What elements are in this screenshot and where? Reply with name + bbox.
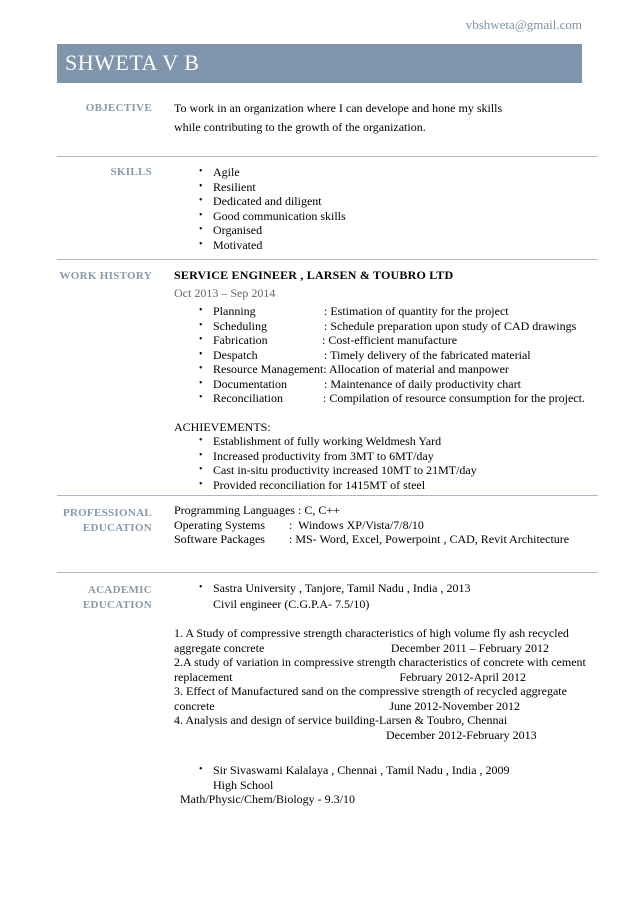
achievement-item: • Cast in-situ productivity increased 10MT to 21MT/day xyxy=(174,463,585,478)
row-label: Operating Systems xyxy=(174,517,265,532)
school-level: High School xyxy=(213,777,274,792)
project-dates: December 2012-February 2013 xyxy=(386,727,537,742)
school-score: Math/Physic/Chem/Biology - 9.3/10 xyxy=(180,792,356,806)
achievement-item: • Establishment of fully working Weldmesh Yard xyxy=(174,434,585,449)
task-item xyxy=(174,377,585,392)
task-list xyxy=(174,304,585,406)
task-item xyxy=(174,362,585,377)
objective-line-1: To work in an organization where I can develope and hone my skills xyxy=(174,101,503,115)
candidate-name: SHWETA V B xyxy=(65,50,200,75)
project-line-1: 3. Effect of Manufactured sand on the compressive strength of recycled aggregate xyxy=(174,684,567,698)
task-item xyxy=(174,319,585,334)
skill-item: • Good communication skills xyxy=(174,209,346,224)
name-banner xyxy=(57,44,582,83)
label-line: PROFESSIONAL xyxy=(62,507,152,519)
project-dates: December 2011 – February 2012 xyxy=(390,640,549,655)
skills-label: SKILLS xyxy=(110,166,152,178)
section-divider xyxy=(57,156,598,157)
project-dates: February 2012-April 2012 xyxy=(399,669,526,684)
skills-section xyxy=(174,165,346,252)
project-line-1: 1. A Study of compressive strength characteristics of high volume fly ash recycled xyxy=(174,626,569,640)
project-line-2 xyxy=(174,670,594,685)
project-text: aggregate concrete xyxy=(174,640,265,655)
task-name: • Scheduling xyxy=(213,318,267,333)
objective-label: OBJECTIVE xyxy=(85,102,152,114)
achievement-item: • Increased productivity from 3MT to 6MT/day xyxy=(174,449,585,464)
project-line-2 xyxy=(174,699,594,714)
row-label: Software Packages xyxy=(174,532,265,546)
section-divider xyxy=(57,572,598,573)
task-item xyxy=(174,391,585,406)
project-item xyxy=(174,713,594,742)
project-dates: June 2012-November 2012 xyxy=(389,698,520,713)
degree: Civil engineer (C.G.P.A- 7.5/10) xyxy=(213,596,370,611)
achievements-list xyxy=(174,434,585,492)
project-item xyxy=(174,684,594,713)
project-text: concrete xyxy=(174,698,215,713)
academic-education-label xyxy=(40,583,152,613)
objective-line-2: while contributing to the growth of the organization. xyxy=(174,119,426,134)
task-item xyxy=(174,304,585,319)
project-line-2 xyxy=(174,641,594,656)
project-line-1: 2.A study of variation in compressive strength characteristics of concrete with cement xyxy=(174,655,586,669)
university-entry xyxy=(174,581,594,596)
task-desc: : Timely delivery of the fabricated material xyxy=(324,347,531,362)
row-value: : MS- Word, Excel, Powerpoint , CAD, Revit Architecture xyxy=(289,532,570,546)
task-name: • Resource Management xyxy=(213,362,324,376)
objective-text xyxy=(174,101,502,134)
project-item xyxy=(174,626,594,655)
label-line: EDUCATION xyxy=(82,599,152,611)
job-dates: Oct 2013 – Sep 2014 xyxy=(174,285,276,300)
task-desc: : Estimation of quantity for the project xyxy=(324,304,509,318)
skills-list xyxy=(174,165,346,252)
task-item xyxy=(174,348,585,363)
task-desc: : Schedule preparation upon study of CAD drawings xyxy=(324,318,577,333)
professional-education-label xyxy=(40,506,152,536)
work-history-section xyxy=(174,268,585,492)
achievements-heading: ACHIEVEMENTS: xyxy=(174,419,271,434)
work-history-label: WORK HISTORY xyxy=(59,270,152,282)
row-label: Programming Languages : xyxy=(174,503,302,517)
project-item xyxy=(174,655,594,684)
task-desc: : Allocation of material and manpower xyxy=(323,362,509,376)
skill-item: • Resilient xyxy=(174,180,346,195)
project-line-1: 4. Analysis and design of service building-Larsen & Toubro, Chennai xyxy=(174,713,508,727)
school-entry xyxy=(174,763,594,778)
label-line: EDUCATION xyxy=(82,522,152,534)
skill-item: • Dedicated and diligent xyxy=(174,194,346,209)
task-name: • Fabrication xyxy=(213,333,268,347)
skill-item: • Agile xyxy=(174,165,346,180)
section-divider xyxy=(57,495,598,496)
task-item xyxy=(174,333,585,348)
programming-languages-row xyxy=(174,503,569,518)
email-address: vbshweta@gmail.com xyxy=(465,17,582,32)
operating-systems-row xyxy=(174,518,569,533)
task-name: • Planning xyxy=(213,304,256,318)
row-value: C, C++ xyxy=(301,503,340,517)
task-desc: : Cost-efficient manufacture xyxy=(322,333,458,347)
school-name: • Sir Sivaswami Kalalaya , Chennai , Tamil Nadu , India , 2009 xyxy=(174,763,594,778)
row-value: : Windows XP/Vista/7/8/10 xyxy=(289,517,424,532)
achievement-item: • Provided reconciliation for 1415MT of steel xyxy=(174,478,585,493)
label-line: ACADEMIC xyxy=(87,584,152,596)
task-desc: : Compilation of resource consumption for the project. xyxy=(323,391,585,405)
job-title: SERVICE ENGINEER , LARSEN & TOUBRO LTD xyxy=(174,268,454,282)
skill-item: • Organised xyxy=(174,223,346,238)
task-name: • Reconciliation xyxy=(213,391,283,405)
university-name: • Sastra University , Tanjore, Tamil Nadu , India , 2013 xyxy=(174,581,594,596)
skill-item: • Motivated xyxy=(174,238,346,253)
software-packages-row xyxy=(174,532,569,547)
task-name: • Despatch xyxy=(213,347,258,362)
task-name: • Documentation xyxy=(213,376,287,391)
section-divider xyxy=(57,259,598,260)
project-text: replacement xyxy=(174,669,233,684)
academic-education-section xyxy=(174,581,594,807)
professional-education-section xyxy=(174,503,569,547)
task-desc: : Maintenance of daily productivity chart xyxy=(324,376,521,391)
